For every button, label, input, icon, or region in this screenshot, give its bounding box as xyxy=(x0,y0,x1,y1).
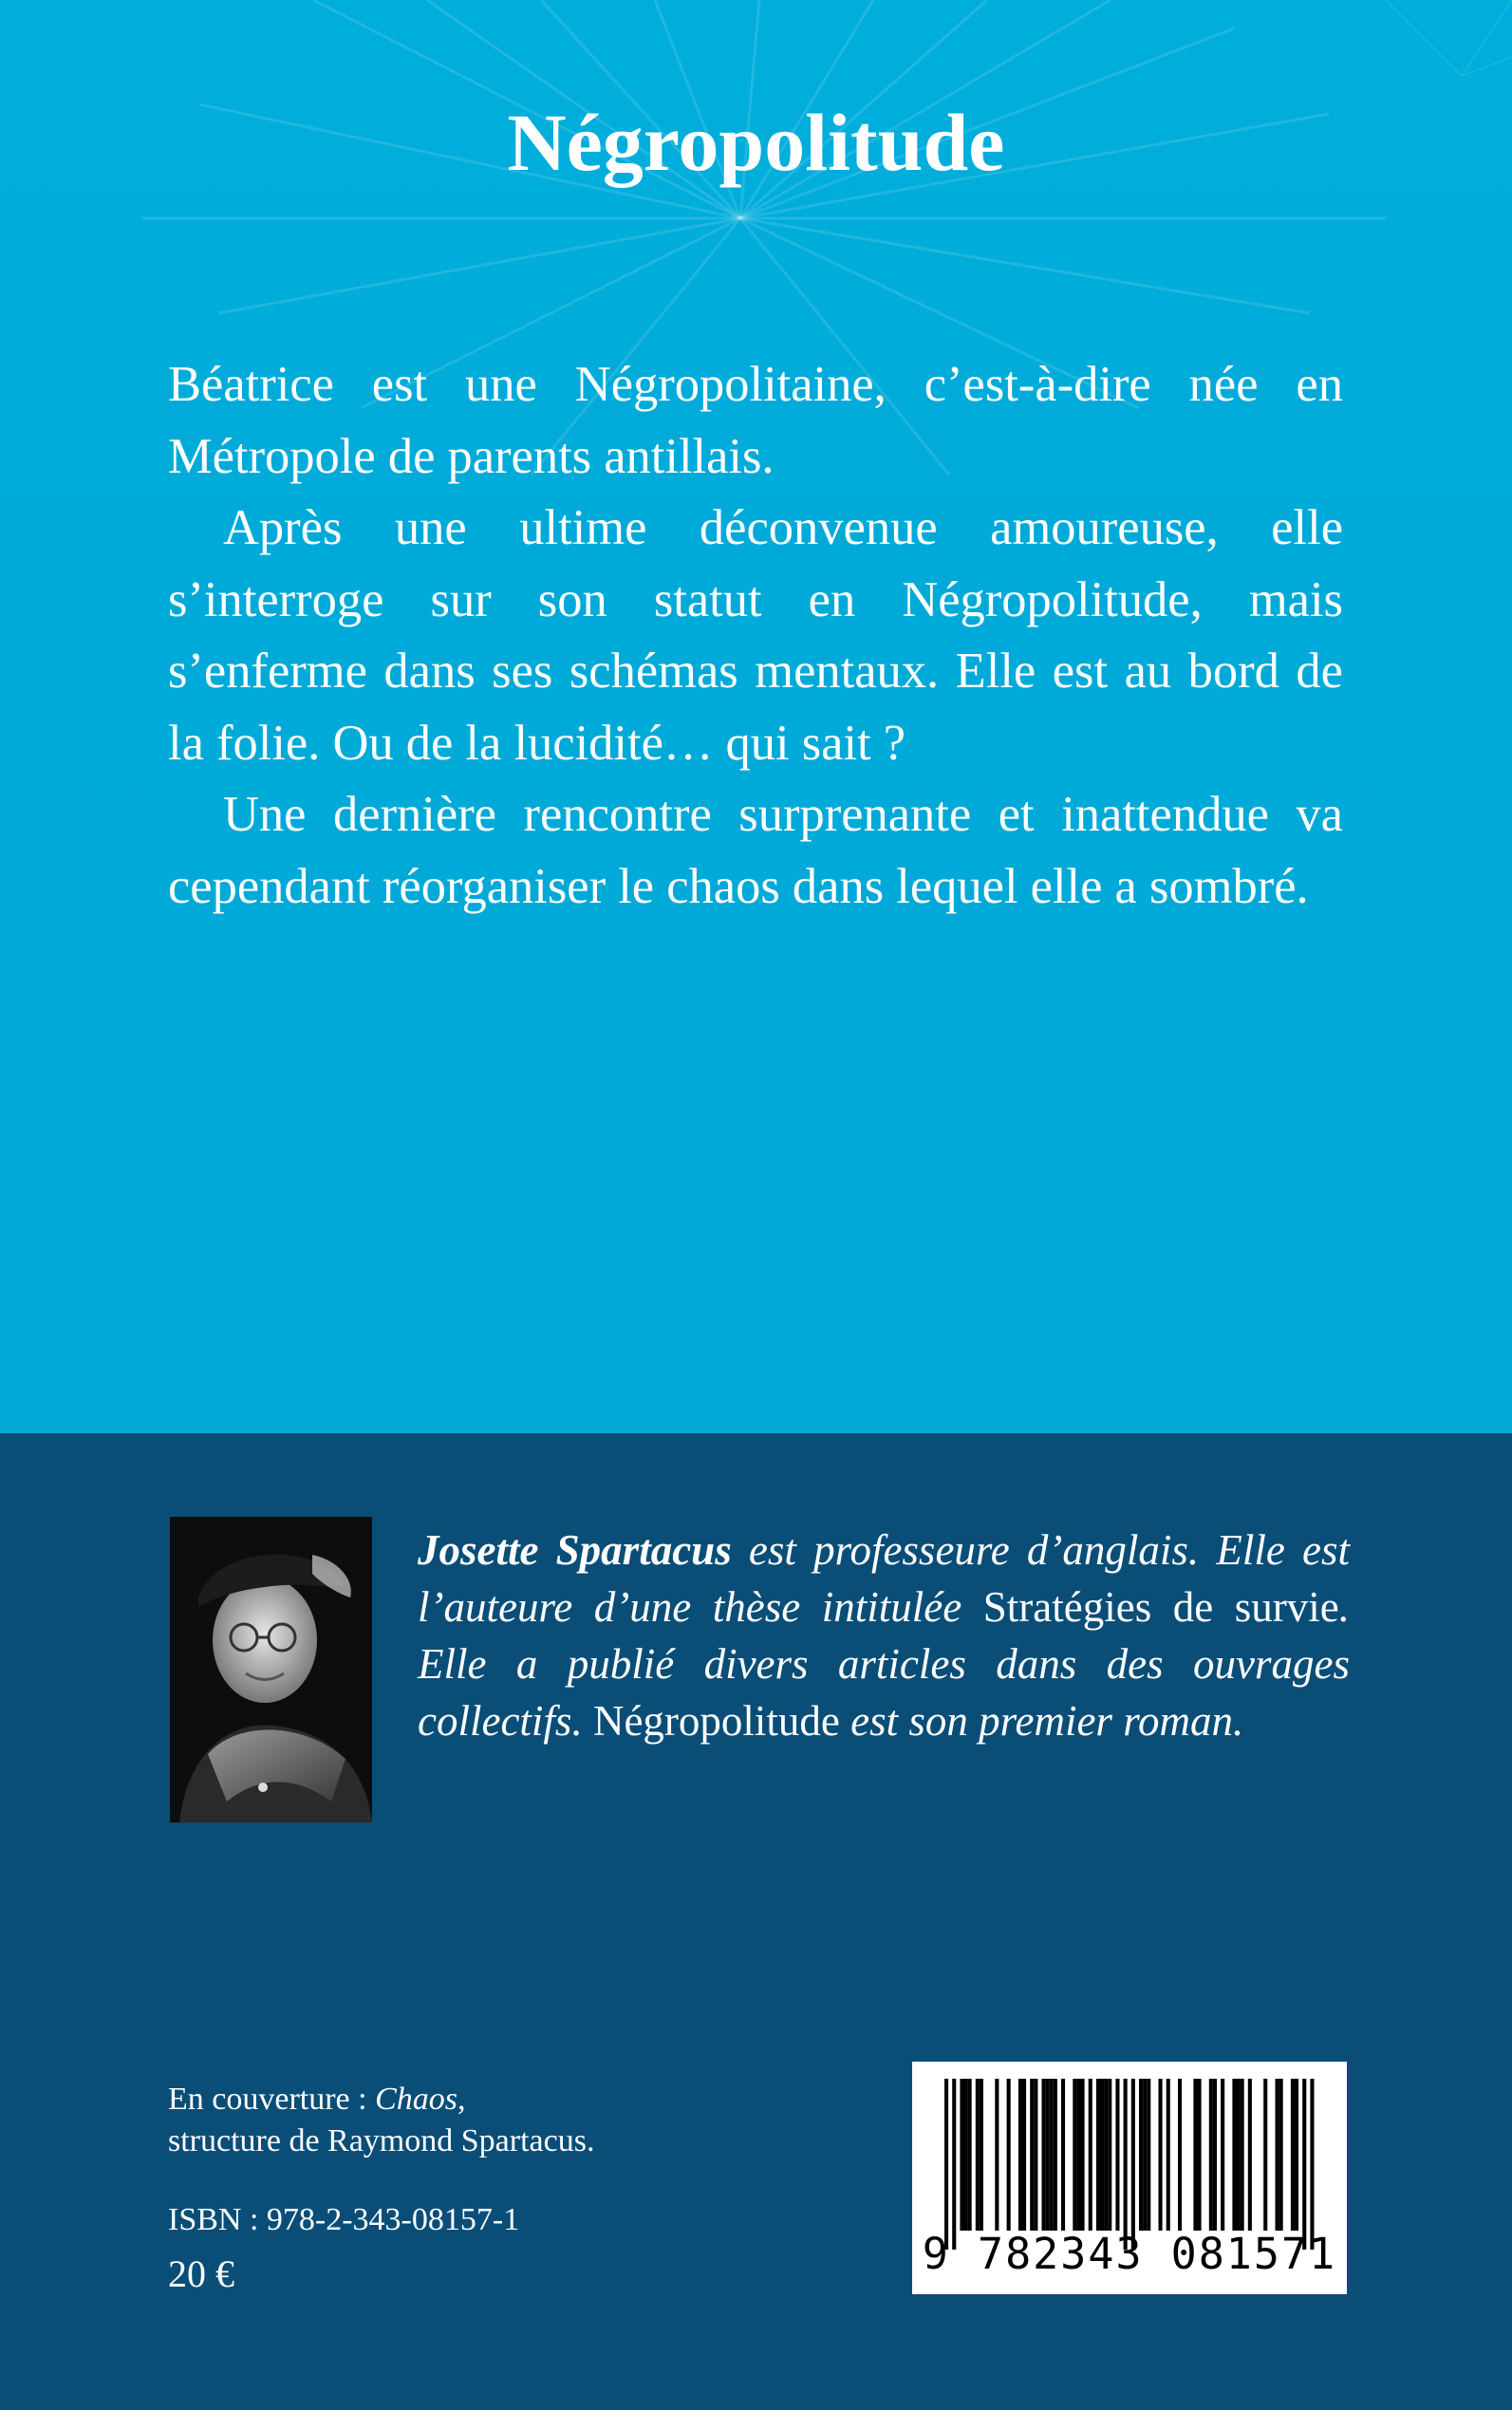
barcode-bar xyxy=(1089,2079,1092,2231)
barcode-bar xyxy=(944,2079,948,2250)
barcode-bar xyxy=(1046,2079,1050,2231)
barcode-bar xyxy=(1073,2079,1076,2231)
barcode-bar xyxy=(1198,2079,1202,2231)
credits-line-1 xyxy=(168,2079,594,2120)
barcode-bar xyxy=(1115,2079,1119,2231)
credits-prefix: En couverture : xyxy=(168,2082,376,2117)
barcode-digits: 9 782343 081571 xyxy=(922,2229,1337,2279)
barcode xyxy=(912,2062,1347,2294)
barcode-bar xyxy=(1248,2079,1252,2231)
barcode-bar xyxy=(964,2079,968,2231)
cover-credits xyxy=(168,2079,594,2162)
cover-work-title: Chaos xyxy=(375,2082,457,2117)
barcode-bar xyxy=(1310,2079,1314,2250)
barcode-bar xyxy=(1124,2079,1128,2250)
barcode-bar xyxy=(1178,2079,1182,2231)
isbn: ISBN : 978-2-343-08157-1 xyxy=(168,2202,520,2237)
barcode-bar xyxy=(1232,2079,1236,2231)
cover-bottom-section xyxy=(0,1433,1512,2410)
barcode-bar xyxy=(1061,2079,1065,2231)
barcode-bar xyxy=(976,2079,980,2231)
barcode-bar xyxy=(1237,2079,1241,2231)
barcode-bar xyxy=(952,2079,956,2250)
barcode-bar xyxy=(1279,2079,1283,2231)
barcode-bar xyxy=(1209,2079,1213,2231)
book-title: Négropolitude xyxy=(507,97,1005,188)
barcode-bar xyxy=(1096,2079,1100,2231)
blurb-paragraph: Après une ultime déconvenue amoureuse, elle s’interroge sur son statut en Négropolitude, mais s’enferme dans ses schémas mentaux. Elle est au bord de la folie. Ou de la lucidité… qui sait ? xyxy=(168,500,1343,771)
blurb-paragraph: Une dernière rencontre surprenante et inattendue va cependant réorganiser le chaos dans lequel elle a sombré. xyxy=(168,787,1343,914)
barcode-bar xyxy=(1030,2079,1034,2231)
barcode-bar xyxy=(1241,2079,1244,2231)
barcode-bar xyxy=(980,2079,983,2231)
book-blurb xyxy=(168,349,1343,923)
barcode-bar xyxy=(995,2079,999,2231)
credits-line-2: structure de Raymond Spartacus. xyxy=(168,2123,595,2158)
barcode-bar xyxy=(1081,2079,1085,2231)
barcode-bar xyxy=(960,2079,963,2231)
barcode-bar xyxy=(1193,2079,1197,2231)
barcode-bar xyxy=(1139,2079,1143,2231)
credits-suffix: , xyxy=(457,2082,466,2117)
barcode-bar xyxy=(1022,2079,1026,2231)
barcode-bar xyxy=(1018,2079,1022,2231)
book-title-reference: Négropolitude xyxy=(592,1697,840,1745)
barcode-bar xyxy=(1263,2079,1267,2231)
bio-text: . Elle a publié divers articles dans des ouvrages collectifs. xyxy=(418,1583,1350,1745)
barcode-bar xyxy=(1007,2079,1011,2231)
barcode-bar xyxy=(1034,2079,1037,2231)
barcode-bar xyxy=(1131,2079,1135,2250)
barcode-bar xyxy=(1302,2079,1306,2250)
author-bio xyxy=(418,1522,1350,1749)
barcode-bar xyxy=(1221,2079,1224,2231)
barcode-bar xyxy=(1108,2079,1111,2231)
barcode-bar xyxy=(1042,2079,1046,2231)
barcode-bar xyxy=(1054,2079,1057,2231)
author-portrait xyxy=(170,1517,372,1822)
bio-text: est son premier roman. xyxy=(850,1697,1244,1745)
barcode-bar xyxy=(1295,2079,1298,2231)
barcode-bar xyxy=(968,2079,972,2231)
bio-text: est professeure d’anglais. Elle est l’auteure d’une thèse intitulée xyxy=(418,1526,1351,1631)
author-portrait-image xyxy=(170,1517,372,1822)
barcode-bar xyxy=(1213,2079,1217,2231)
barcode-bar xyxy=(1159,2079,1163,2231)
barcode-bar xyxy=(1167,2079,1170,2231)
barcode-bar xyxy=(1104,2079,1108,2231)
price: 20 € xyxy=(168,2252,234,2295)
author-name: Josette Spartacus xyxy=(418,1526,732,1574)
thesis-title: Stratégies de survie xyxy=(982,1583,1339,1631)
barcode-bar xyxy=(1291,2079,1295,2231)
blurb-paragraph: Béatrice est une Négropolitaine, c’est-à-dire née en Métropole de parents antillais. xyxy=(168,357,1343,484)
barcode-bar xyxy=(1050,2079,1054,2231)
barcode-bar xyxy=(1143,2079,1147,2231)
barcode-bar xyxy=(1076,2079,1080,2231)
barcode-bar xyxy=(1147,2079,1150,2231)
barcode-bar xyxy=(1100,2079,1104,2231)
barcode-bar xyxy=(1276,2079,1279,2231)
